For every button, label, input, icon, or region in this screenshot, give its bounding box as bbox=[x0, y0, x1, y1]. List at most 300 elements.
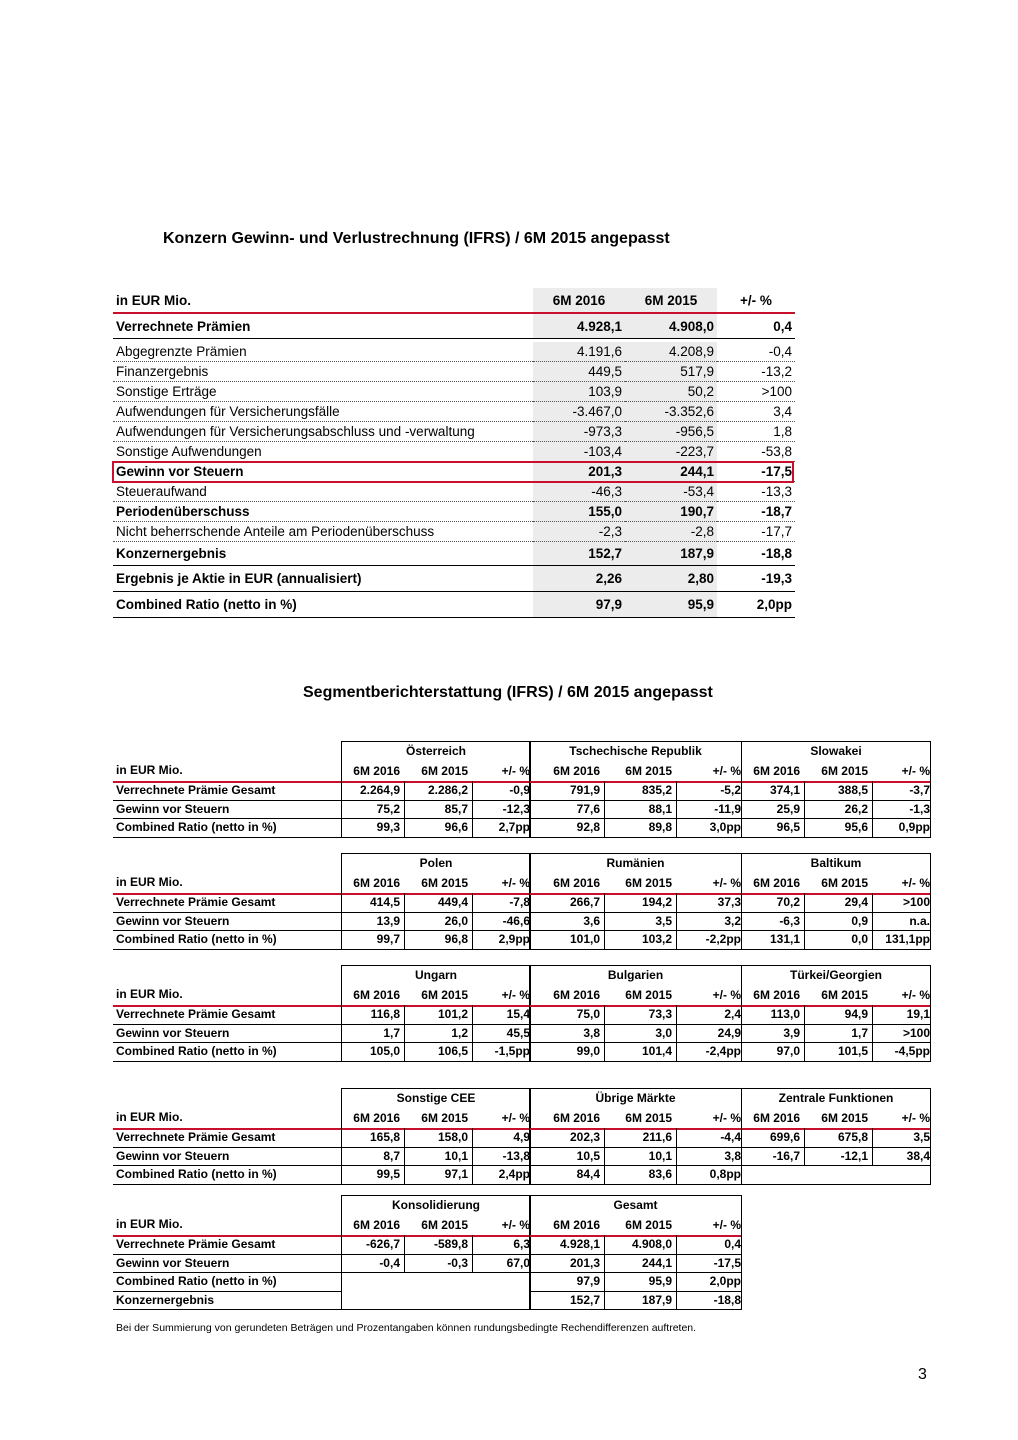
segment-value-cell: 244,1 bbox=[641, 1255, 672, 1270]
segment-value-cell: 2.286,2 bbox=[427, 783, 468, 797]
segment-value-cell: 24,9 bbox=[717, 1025, 741, 1040]
segment-col-divider bbox=[404, 781, 405, 837]
segment-col-divider bbox=[604, 1128, 605, 1184]
income-row-label: Ergebnis je Aktie in EUR (annualisiert) bbox=[113, 566, 533, 592]
income-value-cell: -3.352,6 bbox=[625, 402, 717, 422]
segment-row-line bbox=[113, 1254, 341, 1255]
segment-col-header: 6M 2016 bbox=[353, 1218, 400, 1232]
segment-col-header: 6M 2015 bbox=[625, 1218, 672, 1232]
segment-value-cell: -5,2 bbox=[720, 783, 741, 797]
segment-row-line bbox=[113, 1061, 341, 1062]
segment-col-header: 6M 2016 bbox=[753, 764, 800, 778]
segment-value-cell: 97,0 bbox=[776, 1044, 800, 1058]
segment-col-divider bbox=[604, 893, 605, 949]
segment-col-divider bbox=[604, 1235, 605, 1309]
segment-value-cell: 88,1 bbox=[648, 801, 672, 816]
segment-value-cell: 3,8 bbox=[583, 1025, 600, 1040]
segment-col-divider bbox=[404, 1128, 405, 1184]
segment-value-cell: >100 bbox=[902, 1025, 930, 1040]
segment-group-row-line bbox=[530, 1147, 741, 1148]
segment-header-underline bbox=[113, 1005, 341, 1007]
segment-row-label: Konzernergebnis bbox=[116, 1292, 215, 1307]
segment-col-header: 6M 2015 bbox=[625, 764, 672, 778]
segment-col-header: 6M 2015 bbox=[421, 1111, 468, 1125]
segment-row-label: Gewinn vor Steuern bbox=[116, 1025, 230, 1040]
segment-value-cell: 73,3 bbox=[648, 1007, 672, 1021]
segment-value-cell: 388,5 bbox=[837, 783, 868, 797]
segment-value-cell: 101,4 bbox=[641, 1044, 672, 1058]
segment-value-cell: 4,9 bbox=[513, 1130, 530, 1144]
segment-value-cell: 187,9 bbox=[641, 1292, 672, 1307]
segment-value-cell: 95,9 bbox=[648, 1274, 672, 1288]
income-row bbox=[113, 566, 795, 592]
segment-value-cell: 194,2 bbox=[641, 895, 672, 909]
segment-value-cell: 95,6 bbox=[844, 820, 868, 834]
income-value-cell: >100 bbox=[717, 382, 795, 402]
income-value-cell: 2,80 bbox=[625, 566, 717, 592]
segment-group-row-line bbox=[342, 1254, 530, 1255]
segment-block bbox=[113, 965, 933, 1063]
segment-value-cell: 201,3 bbox=[569, 1255, 600, 1270]
segment-row-label: Gewinn vor Steuern bbox=[116, 1148, 230, 1163]
segment-title: Segmentberichterstattung (IFRS) / 6M 2015 angepasst bbox=[303, 684, 713, 701]
income-value-cell: 4.928,1 bbox=[533, 313, 625, 339]
segment-row-line bbox=[113, 800, 341, 801]
segment-value-cell: 414,5 bbox=[369, 895, 400, 909]
segment-value-cell: -12,1 bbox=[840, 1148, 868, 1163]
segment-group-row-line bbox=[342, 837, 530, 838]
income-row bbox=[113, 442, 795, 462]
segment-col-header: 6M 2016 bbox=[553, 988, 600, 1002]
segment-value-cell: 113,0 bbox=[770, 1007, 800, 1021]
segment-col-header: +/- % bbox=[712, 764, 741, 778]
income-value-cell: 95,9 bbox=[625, 592, 717, 618]
segment-group-name: Österreich bbox=[405, 744, 467, 758]
segment-value-cell: 0,4 bbox=[724, 1237, 741, 1251]
segment-value-cell: 26,2 bbox=[844, 801, 868, 816]
segment-value-cell: 8,7 bbox=[383, 1148, 400, 1163]
income-value-cell: 4.208,9 bbox=[625, 342, 717, 362]
segment-value-cell: 2,4 bbox=[724, 1007, 741, 1021]
segment-group-name: Gesamt bbox=[613, 1198, 658, 1212]
segment-group-row-line bbox=[530, 1024, 741, 1025]
income-row-label: Abgegrenzte Prämien bbox=[113, 342, 533, 362]
income-value-cell: 201,3 bbox=[533, 462, 625, 482]
segment-col-header: 6M 2016 bbox=[553, 764, 600, 778]
segment-value-cell: 26,0 bbox=[444, 913, 468, 928]
segment-group-name: Türkei/Georgien bbox=[789, 968, 883, 982]
segment-col-header: +/- % bbox=[901, 988, 930, 1002]
segment-row-line bbox=[113, 1291, 341, 1292]
segment-value-cell: 101,0 bbox=[569, 932, 600, 946]
segment-group-row-line bbox=[742, 1042, 930, 1043]
segment-col-header: +/- % bbox=[901, 764, 930, 778]
segment-value-cell: 38,4 bbox=[906, 1148, 930, 1163]
segment-value-cell: 675,8 bbox=[837, 1130, 868, 1144]
income-value-cell: 0,4 bbox=[717, 313, 795, 339]
segment-col-divider bbox=[872, 893, 873, 949]
segment-block bbox=[113, 741, 933, 839]
segment-unit-label: in EUR Mio. bbox=[116, 763, 183, 777]
segment-value-cell: -1,3 bbox=[909, 801, 930, 816]
segment-col-divider bbox=[472, 1005, 473, 1061]
segment-header-underline bbox=[113, 781, 341, 783]
segment-col-header: 6M 2015 bbox=[421, 876, 468, 890]
segment-value-cell: 152,7 bbox=[569, 1292, 600, 1307]
segment-unit-label: in EUR Mio. bbox=[116, 1110, 183, 1124]
segment-value-cell: -18,8 bbox=[713, 1292, 741, 1307]
income-row bbox=[113, 482, 795, 502]
income-row bbox=[113, 362, 795, 382]
segment-value-cell: 3,2 bbox=[724, 913, 741, 928]
segment-value-cell: 96,5 bbox=[776, 820, 800, 834]
income-value-cell: -53,8 bbox=[717, 442, 795, 462]
segment-value-cell: -12,3 bbox=[502, 801, 530, 816]
income-value-cell: 2,26 bbox=[533, 566, 625, 592]
segment-group-row-line bbox=[530, 1042, 741, 1043]
segment-value-cell: 105,0 bbox=[369, 1044, 400, 1058]
income-value-cell: 1,8 bbox=[717, 422, 795, 442]
segment-group-row-line bbox=[342, 818, 530, 819]
income-value-cell: 103,9 bbox=[533, 382, 625, 402]
segment-col-divider bbox=[472, 1128, 473, 1184]
segment-value-cell: 101,2 bbox=[437, 1007, 468, 1021]
segment-row-line bbox=[113, 837, 341, 838]
segment-value-cell: 699,6 bbox=[769, 1130, 800, 1144]
income-value-cell: 4.191,6 bbox=[533, 342, 625, 362]
segment-value-cell: 83,6 bbox=[648, 1167, 672, 1181]
segment-value-cell: 3,5 bbox=[655, 913, 672, 928]
segment-row-label: Combined Ratio (netto in %) bbox=[116, 820, 277, 834]
segment-value-cell: -7,8 bbox=[509, 895, 530, 909]
segment-group-row-line bbox=[742, 818, 930, 819]
segment-group-name: Baltikum bbox=[810, 856, 862, 870]
segment-value-cell: 10,5 bbox=[576, 1148, 600, 1163]
segment-col-header: 6M 2015 bbox=[821, 876, 868, 890]
segment-col-divider bbox=[804, 781, 805, 837]
segment-unit-label: in EUR Mio. bbox=[116, 1217, 183, 1231]
segment-value-cell: 0,0 bbox=[851, 932, 868, 946]
segment-value-cell: 165,8 bbox=[369, 1130, 400, 1144]
segment-col-header: +/- % bbox=[712, 988, 741, 1002]
segment-row-line bbox=[113, 1184, 341, 1185]
segment-row-label: Verrechnete Prämie Gesamt bbox=[116, 1237, 276, 1251]
segment-value-cell: 99,5 bbox=[376, 1167, 400, 1181]
segment-group-row-line bbox=[742, 1147, 930, 1148]
segment-value-cell: 94,9 bbox=[844, 1007, 868, 1021]
income-value-cell: 3,4 bbox=[717, 402, 795, 422]
segment-col-header: 6M 2016 bbox=[353, 764, 400, 778]
segment-group-row-line bbox=[742, 800, 930, 801]
segment-value-cell: 0,8pp bbox=[709, 1167, 741, 1181]
segment-row-label: Combined Ratio (netto in %) bbox=[116, 1044, 277, 1058]
income-value-cell: -53,4 bbox=[625, 482, 717, 502]
segment-value-cell: 158,0 bbox=[437, 1130, 468, 1144]
segment-value-cell: 101,5 bbox=[837, 1044, 868, 1058]
segment-value-cell: 374,1 bbox=[769, 783, 800, 797]
segment-col-header: 6M 2016 bbox=[553, 1111, 600, 1125]
income-value-cell: -0,4 bbox=[717, 342, 795, 362]
segment-value-cell: >100 bbox=[902, 895, 930, 909]
segment-value-cell: 99,0 bbox=[576, 1044, 600, 1058]
segment-value-cell: -0,3 bbox=[447, 1255, 468, 1270]
segment-group-row-line bbox=[342, 930, 530, 931]
segment-group-header-underline bbox=[530, 1005, 741, 1007]
income-value-cell: -19,3 bbox=[717, 566, 795, 592]
segment-col-header: 6M 2015 bbox=[421, 988, 468, 1002]
segment-row-line bbox=[113, 912, 341, 913]
segment-row-line bbox=[113, 1042, 341, 1043]
segment-value-cell: 6,3 bbox=[513, 1237, 530, 1251]
segment-value-cell: 77,6 bbox=[576, 801, 600, 816]
segment-value-cell: 75,2 bbox=[376, 801, 400, 816]
segment-col-divider bbox=[404, 1235, 405, 1272]
segment-value-cell: 1,7 bbox=[383, 1025, 400, 1040]
income-title: Konzern Gewinn- und Verlustrechnung (IFRS) / 6M 2015 angepasst bbox=[163, 230, 670, 247]
segment-value-cell: -17,5 bbox=[713, 1255, 741, 1270]
segment-col-divider bbox=[604, 1005, 605, 1061]
segment-row-label: Verrechnete Prämie Gesamt bbox=[116, 895, 276, 909]
segment-group-name: Polen bbox=[419, 856, 453, 870]
segment-value-cell: -626,7 bbox=[365, 1237, 400, 1251]
segment-group bbox=[529, 965, 742, 1062]
segment-value-cell: 29,4 bbox=[844, 895, 868, 909]
segment-value-cell: 449,4 bbox=[437, 895, 468, 909]
highlight-box-gewinn-vor-steuern bbox=[112, 461, 794, 483]
segment-col-header: 6M 2016 bbox=[353, 876, 400, 890]
income-value-cell: 155,0 bbox=[533, 502, 625, 522]
income-value-cell: 517,9 bbox=[625, 362, 717, 382]
segment-row-line bbox=[113, 1165, 341, 1166]
segment-value-cell: 131,1pp bbox=[885, 932, 930, 946]
segment-col-divider bbox=[472, 893, 473, 949]
income-value-cell: -18,8 bbox=[717, 542, 795, 566]
segment-value-cell: 3,0 bbox=[655, 1025, 672, 1040]
segment-value-cell: 3,5 bbox=[913, 1130, 930, 1144]
segment-col-divider bbox=[472, 781, 473, 837]
segment-col-header: 6M 2016 bbox=[553, 1218, 600, 1232]
segment-col-header: 6M 2015 bbox=[421, 764, 468, 778]
segment-group-row-line bbox=[530, 1291, 741, 1292]
segment-group-row-line bbox=[530, 1254, 741, 1255]
segment-value-cell: -46,6 bbox=[502, 913, 530, 928]
segment-value-cell: 84,4 bbox=[576, 1167, 600, 1181]
segment-group-name: Sonstige CEE bbox=[396, 1091, 476, 1105]
income-row bbox=[113, 313, 795, 339]
segment-group bbox=[529, 741, 742, 838]
segment-col-header: 6M 2016 bbox=[753, 988, 800, 1002]
segment-value-cell: 75,0 bbox=[576, 1007, 600, 1021]
segment-value-cell: 10,1 bbox=[648, 1148, 672, 1163]
segment-value-cell: -13,8 bbox=[502, 1148, 530, 1163]
segment-group-name: Übrige Märkte bbox=[595, 1091, 676, 1105]
segment-group-row-line bbox=[530, 912, 741, 913]
segment-group-row-line bbox=[742, 1061, 930, 1062]
segment-row-label: Combined Ratio (netto in %) bbox=[116, 932, 277, 946]
income-value-cell: 97,9 bbox=[533, 592, 625, 618]
segment-row-line bbox=[113, 1147, 341, 1148]
income-row bbox=[113, 522, 795, 542]
segment-value-cell: 45,5 bbox=[506, 1025, 530, 1040]
segment-col-divider bbox=[676, 1005, 677, 1061]
segment-value-cell: -4,5pp bbox=[894, 1044, 930, 1058]
segment-col-header: 6M 2015 bbox=[421, 1218, 468, 1232]
segment-col-header: +/- % bbox=[901, 1111, 930, 1125]
segment-value-cell: 0,9pp bbox=[898, 820, 930, 834]
segment-value-cell: 96,8 bbox=[444, 932, 468, 946]
segment-value-cell: 3,6 bbox=[583, 913, 600, 928]
segment-unit-label: in EUR Mio. bbox=[116, 987, 183, 1001]
segment-group-row-line bbox=[530, 1061, 741, 1062]
segment-group-row-line bbox=[342, 1165, 530, 1166]
segment-group-row-line bbox=[530, 949, 741, 950]
segment-value-cell: 2,4pp bbox=[498, 1167, 530, 1181]
segment-row-line bbox=[113, 1309, 341, 1310]
income-row bbox=[113, 592, 795, 618]
segment-value-cell: 2,7pp bbox=[498, 820, 530, 834]
segment-empty-cell bbox=[341, 1272, 531, 1310]
income-header-cell: in EUR Mio. bbox=[113, 288, 533, 313]
segment-group-row-line bbox=[530, 1165, 741, 1166]
segment-group-header-underline bbox=[530, 781, 741, 783]
segment-value-cell: 3,9 bbox=[783, 1025, 800, 1040]
segment-col-header: +/- % bbox=[712, 1218, 741, 1232]
segment-col-divider bbox=[804, 1005, 805, 1061]
income-row-label: Aufwendungen für Versicherungsabschluss und -verwaltung bbox=[113, 422, 533, 442]
segment-value-cell: 791,9 bbox=[569, 783, 600, 797]
segment-group-row-line bbox=[342, 1042, 530, 1043]
segment-col-header: 6M 2016 bbox=[353, 988, 400, 1002]
segment-value-cell: -1,5pp bbox=[494, 1044, 530, 1058]
segment-group-name: Ungarn bbox=[415, 968, 457, 982]
segment-value-cell: -2,2pp bbox=[705, 932, 741, 946]
page-number: 3 bbox=[918, 1366, 927, 1383]
segment-group-row-line bbox=[342, 949, 530, 950]
segment-group-name: Rumänien bbox=[606, 856, 665, 870]
segment-group-row-line bbox=[742, 930, 930, 931]
segment-row-line bbox=[113, 1024, 341, 1025]
segment-value-cell: -0,4 bbox=[379, 1255, 400, 1270]
segment-col-header: +/- % bbox=[501, 764, 530, 778]
segment-col-divider bbox=[676, 1128, 677, 1184]
segment-value-cell: 131,1 bbox=[769, 932, 800, 946]
segment-group-name: Zentrale Funktionen bbox=[778, 1091, 894, 1105]
segment-value-cell: 835,2 bbox=[641, 783, 672, 797]
segment-value-cell: 70,2 bbox=[776, 895, 800, 909]
segment-row-label: Verrechnete Prämie Gesamt bbox=[116, 783, 276, 797]
income-value-cell: 190,7 bbox=[625, 502, 717, 522]
segment-col-divider bbox=[676, 1235, 677, 1309]
segment-col-divider bbox=[604, 781, 605, 837]
income-row-label: Konzernergebnis bbox=[113, 542, 533, 566]
segment-col-header: 6M 2015 bbox=[625, 988, 672, 1002]
segment-row-line bbox=[113, 949, 341, 950]
segment-group bbox=[741, 853, 931, 950]
segment-value-cell: -16,7 bbox=[772, 1148, 800, 1163]
segment-group bbox=[341, 741, 531, 838]
segment-group-name: Tschechische Republik bbox=[569, 744, 702, 758]
segment-col-header: 6M 2016 bbox=[753, 1111, 800, 1125]
income-row-label: Sonstige Erträge bbox=[113, 382, 533, 402]
income-row-label: Finanzergebnis bbox=[113, 362, 533, 382]
income-row bbox=[113, 342, 795, 362]
segment-col-header: 6M 2015 bbox=[625, 1111, 672, 1125]
segment-group-row-line bbox=[530, 930, 741, 931]
income-value-cell: -13,3 bbox=[717, 482, 795, 502]
segment-header-underline bbox=[113, 893, 341, 895]
income-value-cell: -956,5 bbox=[625, 422, 717, 442]
segment-value-cell: 266,7 bbox=[569, 895, 600, 909]
footnote: Bei der Summierung von gerundeten Beträgen und Prozentangaben können rundungsbedingte Rechendifferenzen auftreten. bbox=[116, 1322, 697, 1334]
segment-group bbox=[529, 1195, 742, 1310]
segment-group-row-line bbox=[530, 837, 741, 838]
segment-col-divider bbox=[872, 781, 873, 837]
segment-group-header-underline bbox=[530, 1128, 741, 1130]
segment-row-label: Gewinn vor Steuern bbox=[116, 801, 230, 816]
segment-group-row-line bbox=[530, 1272, 741, 1273]
segment-col-divider bbox=[472, 1235, 473, 1272]
income-value-cell: 50,2 bbox=[625, 382, 717, 402]
segment-value-cell: -11,9 bbox=[714, 801, 741, 816]
income-row bbox=[113, 542, 795, 566]
segment-value-cell: -4,4 bbox=[720, 1130, 741, 1144]
segment-col-divider bbox=[676, 893, 677, 949]
segment-col-divider bbox=[804, 1128, 805, 1165]
segment-value-cell: 202,3 bbox=[569, 1130, 600, 1144]
segment-group-row-line bbox=[530, 1309, 741, 1310]
segment-col-divider bbox=[404, 1005, 405, 1061]
income-value-cell: -2,3 bbox=[533, 522, 625, 542]
income-value-cell: 2,0pp bbox=[717, 592, 795, 618]
segment-empty-cell bbox=[741, 1165, 931, 1185]
segment-value-cell: 97,9 bbox=[576, 1274, 600, 1288]
segment-group-row-line bbox=[742, 912, 930, 913]
segment-group-row-line bbox=[342, 1184, 530, 1185]
income-value-cell: 187,9 bbox=[625, 542, 717, 566]
segment-value-cell: 116,8 bbox=[370, 1007, 400, 1021]
segment-row-label: Verrechnete Prämie Gesamt bbox=[116, 1130, 276, 1144]
segment-group-row-line bbox=[342, 912, 530, 913]
segment-group-header-underline bbox=[742, 893, 930, 895]
segment-group bbox=[741, 741, 931, 838]
segment-value-cell: 1,2 bbox=[451, 1025, 468, 1040]
income-row-label: Verrechnete Prämien bbox=[113, 313, 533, 339]
segment-value-cell: 37,3 bbox=[717, 895, 741, 909]
segment-value-cell: 13,9 bbox=[376, 913, 400, 928]
segment-value-cell: 3,8 bbox=[724, 1148, 741, 1163]
segment-row-label: Combined Ratio (netto in %) bbox=[116, 1274, 277, 1288]
segment-group-row-line bbox=[530, 818, 741, 819]
segment-value-cell: 67,0 bbox=[506, 1255, 530, 1270]
segment-col-divider bbox=[404, 893, 405, 949]
segment-group-row-line bbox=[342, 800, 530, 801]
segment-col-divider bbox=[872, 1128, 873, 1165]
income-row-label: Steueraufwand bbox=[113, 482, 533, 502]
income-row-label: Combined Ratio (netto in %) bbox=[113, 592, 533, 618]
segment-unit-label: in EUR Mio. bbox=[116, 875, 183, 889]
segment-col-header: +/- % bbox=[501, 876, 530, 890]
segment-value-cell: 97,1 bbox=[444, 1167, 468, 1181]
income-value-cell: -3.467,0 bbox=[533, 402, 625, 422]
segment-col-header: +/- % bbox=[712, 1111, 741, 1125]
segment-group bbox=[529, 853, 742, 950]
income-value-cell: -17,7 bbox=[717, 522, 795, 542]
segment-row-label: Gewinn vor Steuern bbox=[116, 1255, 230, 1270]
segment-group bbox=[529, 1088, 742, 1185]
segment-group bbox=[341, 1088, 531, 1185]
segment-block bbox=[113, 1195, 933, 1311]
segment-value-cell: 10,1 bbox=[444, 1148, 468, 1163]
